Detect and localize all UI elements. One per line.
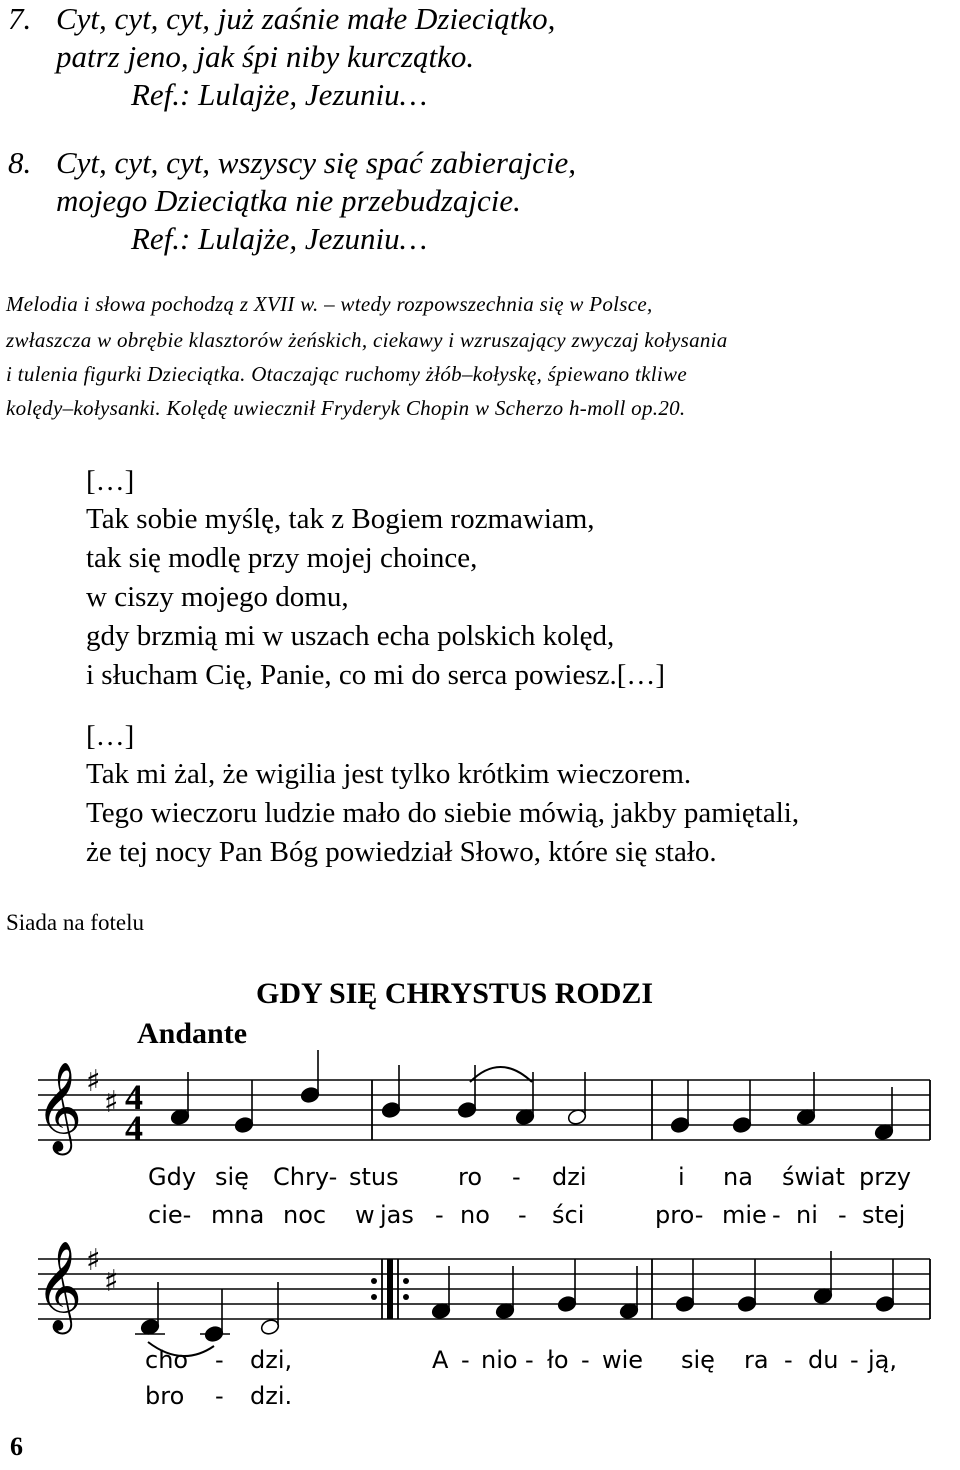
lyric: -: [784, 1346, 793, 1374]
lyric: -: [435, 1201, 444, 1229]
verse-8-line-1: Cyt, cyt, cyt, wszyscy się spać zabierajcie,: [56, 145, 576, 180]
lyric: -: [850, 1346, 859, 1374]
lyric: i: [678, 1163, 685, 1191]
poem1-line-2: Tak sobie myślę, tak z Bogiem rozmawiam,: [86, 503, 595, 535]
lyric: mie: [722, 1201, 767, 1229]
lyric: na: [723, 1163, 753, 1191]
treble-clef-icon: 𝄞: [36, 1062, 83, 1152]
treble-clef-icon: 𝄞: [36, 1241, 83, 1331]
poem1-line-5: gdy brzmią mi w uszach echa polskich kolęd,: [86, 620, 615, 652]
lyric: -: [215, 1346, 224, 1374]
note-line-4: kolędy–kołysanki. Kolędę uwiecznił Fryderyk Chopin w Scherzo h-moll op.20.: [6, 396, 686, 420]
lyric: nio: [481, 1346, 518, 1374]
lyric: przy: [859, 1163, 911, 1191]
poem2-line-4: że tej nocy Pan Bóg powiedział Słowo, które się stało.: [86, 836, 717, 868]
verse-7-line-1: Cyt, cyt, cyt, już zaśnie małe Dzieciątko,: [56, 1, 556, 36]
verse-7-refrain: Ref.: Lulajże, Jezuniu…: [131, 77, 428, 112]
lyric: mna: [211, 1201, 265, 1229]
lyric: bro: [145, 1382, 185, 1410]
lyric: -: [838, 1201, 847, 1229]
verse-8-line-2: mojego Dzieciątka nie przebudzajcie.: [56, 183, 521, 218]
song-title: GDY SIĘ CHRYSTUS RODZI: [256, 977, 654, 1010]
lyric: się: [215, 1163, 249, 1191]
tempo-marking: Andante: [137, 1017, 248, 1050]
lyric: dzi,: [250, 1346, 293, 1374]
lyric: ra: [744, 1346, 769, 1374]
note-line-3: i tulenia figurki Dzieciątka. Otaczając ruchomy żłób–kołyskę, śpiewano tkliwe: [6, 362, 687, 386]
sharp-icon: ♯: [86, 1243, 101, 1278]
time-signature-bottom: 4: [125, 1108, 143, 1148]
poem2-line-1: […]: [86, 720, 135, 752]
lyric: się: [681, 1346, 715, 1374]
lyric: -: [461, 1346, 470, 1374]
lyric: ści: [552, 1201, 585, 1229]
time-signature-top: 4: [125, 1077, 143, 1117]
lyric: w: [355, 1201, 375, 1229]
lyric: Gdy: [148, 1163, 197, 1191]
lyric: ją,: [868, 1346, 898, 1374]
lyric: noc: [283, 1201, 327, 1229]
note-line-1: Melodia i słowa pochodzą z XVII w. – wtedy rozpowszechnia się w Polsce,: [6, 292, 653, 316]
lyric: Chry-: [273, 1163, 338, 1191]
lyric: cie-: [148, 1201, 192, 1229]
page-number: 6: [10, 1432, 23, 1461]
lyric: świat: [782, 1163, 845, 1191]
lyric: dzi.: [250, 1382, 293, 1410]
lyric: pro-: [655, 1201, 704, 1229]
verse-7-line-2: patrz jeno, jak śpi niby kurczątko.: [56, 39, 475, 74]
lyric: -: [215, 1382, 224, 1410]
lyric: ło: [547, 1346, 569, 1374]
poem2-line-3: Tego wieczoru ludzie mało do siebie mówią, jakby pamiętali,: [86, 797, 800, 829]
lyric: ro: [458, 1163, 483, 1191]
staff-1: [38, 1080, 930, 1140]
verse-8-refrain: Ref.: Lulajże, Jezuniu…: [131, 221, 428, 256]
lyric: cho: [145, 1346, 189, 1374]
sharp-icon: ♯: [104, 1085, 119, 1120]
verse-7-number: 7.: [8, 1, 32, 36]
lyric: -: [772, 1201, 781, 1229]
sharp-icon: ♯: [104, 1264, 119, 1299]
stage-direction: Siada na fotelu: [6, 910, 144, 935]
poem1-line-4: w ciszy mojego domu,: [86, 581, 349, 613]
poem2-line-2: Tak mi żal, że wigilia jest tylko krótkim wieczorem.: [86, 758, 692, 790]
poem1-line-6: i słucham Cię, Panie, co mi do serca powiesz.[…]: [86, 659, 666, 691]
lyric: ni: [796, 1201, 818, 1229]
lyric: -: [518, 1201, 527, 1229]
lyric: du: [808, 1346, 839, 1374]
lyric: dzi: [552, 1163, 587, 1191]
lyric: -: [525, 1346, 534, 1374]
lyric: stej: [862, 1201, 906, 1229]
poem1-line-1: […]: [86, 465, 135, 497]
verse-8-number: 8.: [8, 145, 32, 180]
staff-2: [38, 1259, 930, 1319]
lyric: -: [512, 1163, 521, 1191]
lyric: A: [432, 1346, 449, 1374]
lyric: no: [460, 1201, 490, 1229]
poem1-line-3: tak się modlę przy mojej choince,: [86, 542, 478, 574]
sharp-icon: ♯: [86, 1064, 101, 1099]
lyric: jas: [380, 1201, 414, 1229]
notes-system-2: [140, 1251, 895, 1343]
lyric: -: [581, 1346, 590, 1374]
lyric: wie: [602, 1346, 644, 1374]
note-line-2: zwłaszcza w obrębie klasztorów żeńskich, ciekawy i wzruszający zwyczaj kołysania: [6, 328, 728, 352]
lyric: stus: [349, 1163, 399, 1191]
